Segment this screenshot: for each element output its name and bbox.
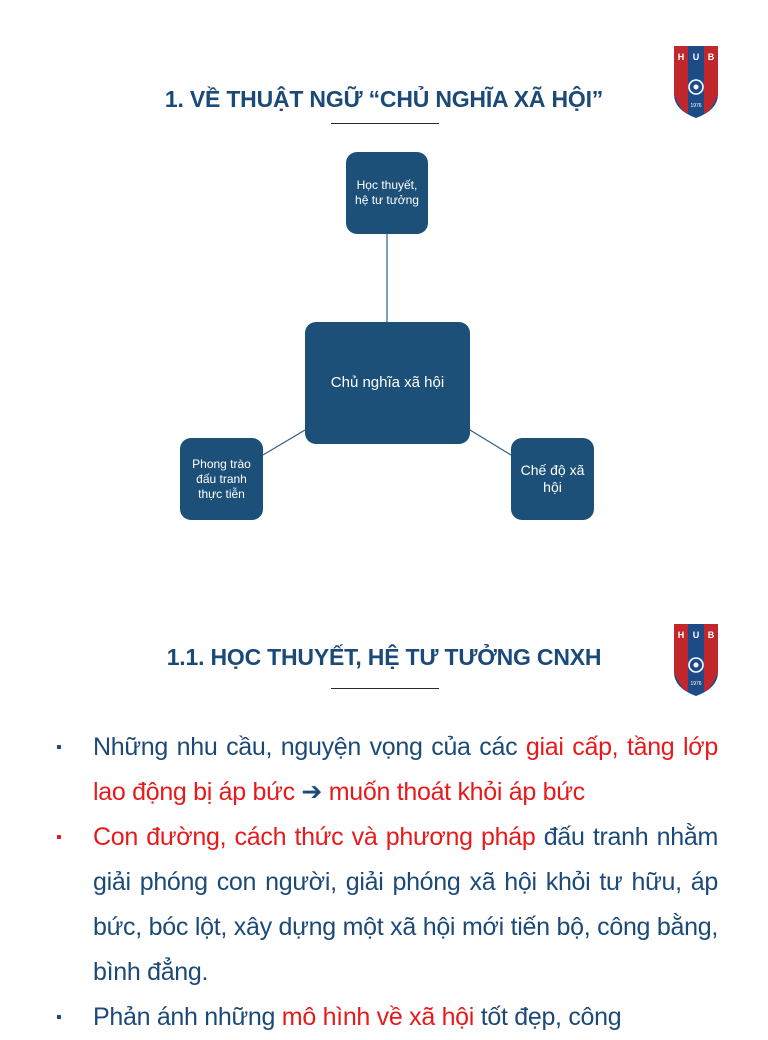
node-regime-label: Chế độ xã hội	[520, 461, 585, 495]
bullet-item	[54, 725, 718, 815]
svg-text:B: B	[707, 630, 715, 640]
hub-logo	[671, 622, 721, 698]
bullet-text: mô hình về xã hội	[281, 1003, 475, 1031]
svg-text:1976: 1976	[690, 103, 702, 109]
bullet-marker: ▪	[56, 1009, 62, 1026]
bullet-text: đấu tranh nhằm giải phóng con người, giải phóng xã hội khỏi tư hữu, áp bức, bóc lột, xây dựng một xã hội mới tiến bộ, công bằng, bình đẳng.	[93, 823, 719, 986]
node-regime	[511, 438, 594, 520]
node-socialism	[305, 322, 470, 444]
slide-doctrine	[0, 595, 768, 1031]
bullet-text: Phản ánh những	[93, 1003, 282, 1031]
svg-text:U: U	[692, 630, 700, 640]
node-doctrine-label: Học thuyết, hệ tư tưởng	[355, 178, 419, 207]
bullet-text: Những nhu cầu, nguyện vọng của các	[93, 733, 526, 761]
slide-title: 1. VỀ THUẬT NGỮ “CHỦ NGHĨA XÃ HỘI”	[164, 86, 604, 112]
bullet-text: tốt đẹp, công	[474, 1003, 622, 1031]
bullet-marker: ▪	[56, 739, 62, 756]
node-movement-label: Phong trào đấu tranh thực tiễn	[192, 456, 251, 501]
bullet-text: muốn thoát khỏi áp bức	[328, 778, 585, 806]
node-movement	[180, 438, 263, 520]
bullet-text: Con đường, cách thức và phương pháp	[93, 823, 536, 851]
svg-text:H: H	[677, 630, 685, 640]
bullet-text: ➔	[294, 778, 329, 806]
node-socialism-label: Chủ nghĩa xã hội	[330, 373, 445, 391]
slide-title: 1.1. HỌC THUYẾT, HỆ TƯ TƯỞNG CNXH	[166, 644, 602, 670]
node-doctrine	[346, 152, 428, 234]
bullet-item	[54, 815, 718, 995]
bullet-text: giai cấp, tầng lớp lao động bị áp bức	[93, 733, 718, 806]
bullet-list	[54, 725, 718, 1040]
title-underline	[331, 688, 439, 689]
svg-text:B: B	[707, 52, 715, 62]
svg-text:U: U	[692, 52, 700, 62]
bullet-item	[54, 995, 718, 1040]
bullet-marker: ▪	[56, 829, 62, 846]
svg-text:H: H	[677, 52, 685, 62]
svg-text:1976: 1976	[690, 681, 702, 687]
